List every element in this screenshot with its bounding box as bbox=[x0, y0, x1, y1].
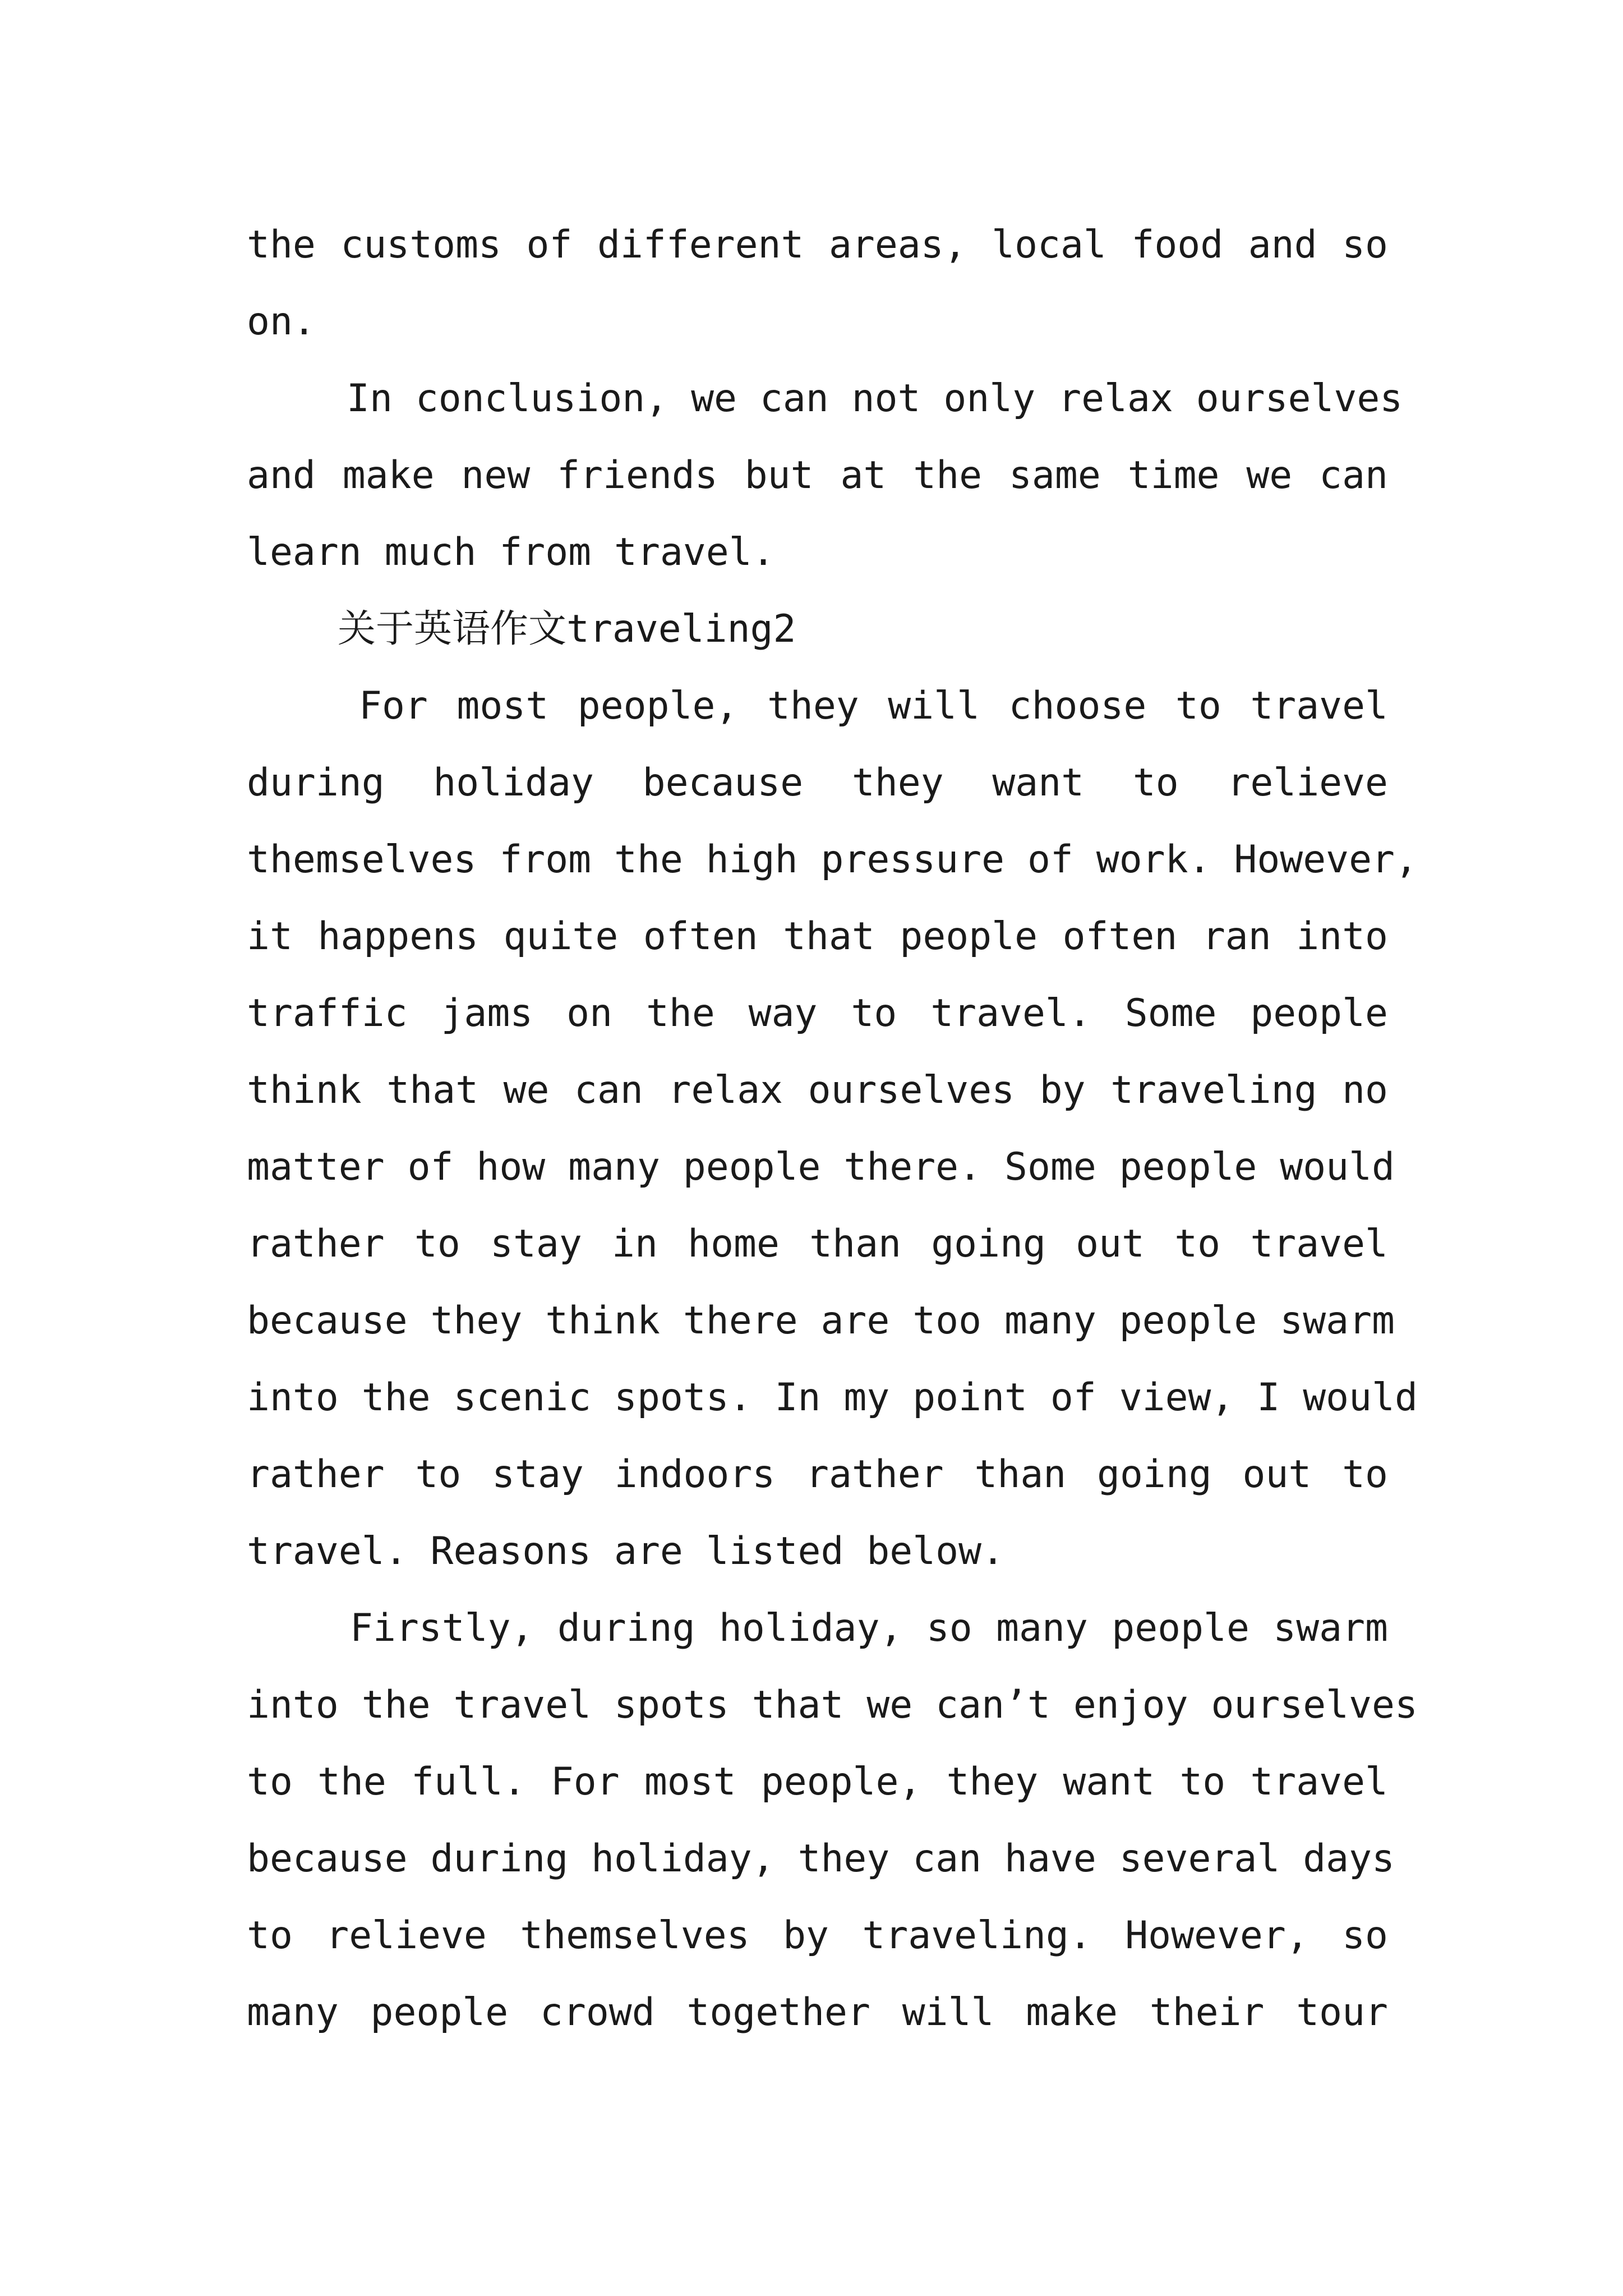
text-line: on. bbox=[247, 300, 316, 344]
paragraph-first-line: For most people, they will choose to travel bbox=[359, 684, 1388, 728]
text-line: into the scenic spots. In my point of view, I would bbox=[247, 1375, 1418, 1420]
text-line: it happens quite often that people often ran into bbox=[247, 914, 1388, 959]
text-line: traffic jams on the way to travel. Some people bbox=[247, 991, 1388, 1036]
text-line: rather to stay indoors rather than going out to bbox=[247, 1452, 1388, 1497]
section-heading: 关于英语作文traveling2 bbox=[338, 607, 796, 651]
paragraph-first-line: Firstly, during holiday, so many people swarm bbox=[350, 1606, 1388, 1650]
text-line: the customs of different areas, local food and so bbox=[247, 223, 1388, 267]
text-line: learn much from travel. bbox=[247, 530, 775, 574]
paragraph-first-line: In conclusion, we can not only relax ourselves bbox=[347, 376, 1403, 421]
text-line: to the full. For most people, they want to travel bbox=[247, 1760, 1388, 1804]
text-line: think that we can relax ourselves by traveling no bbox=[247, 1068, 1388, 1112]
text-line: because during holiday, they can have several days bbox=[247, 1837, 1395, 1881]
text-line: many people crowd together will make their tour bbox=[247, 1990, 1388, 2035]
text-line: themselves from the high pressure of work. However, bbox=[247, 838, 1418, 882]
text-line: to relieve themselves by traveling. However, so bbox=[247, 1913, 1388, 1958]
text-line: and make new friends but at the same time we can bbox=[247, 453, 1388, 498]
text-line: matter of how many people there. Some people would bbox=[247, 1145, 1395, 1189]
text-line: because they think there are too many people swarm bbox=[247, 1299, 1395, 1343]
text-line: travel. Reasons are listed below. bbox=[247, 1529, 1005, 1573]
text-line: into the travel spots that we can’t enjoy ourselves bbox=[247, 1683, 1418, 1727]
text-line: rather to stay in home than going out to travel bbox=[247, 1222, 1388, 1266]
text-line: during holiday because they want to relieve bbox=[247, 761, 1388, 805]
